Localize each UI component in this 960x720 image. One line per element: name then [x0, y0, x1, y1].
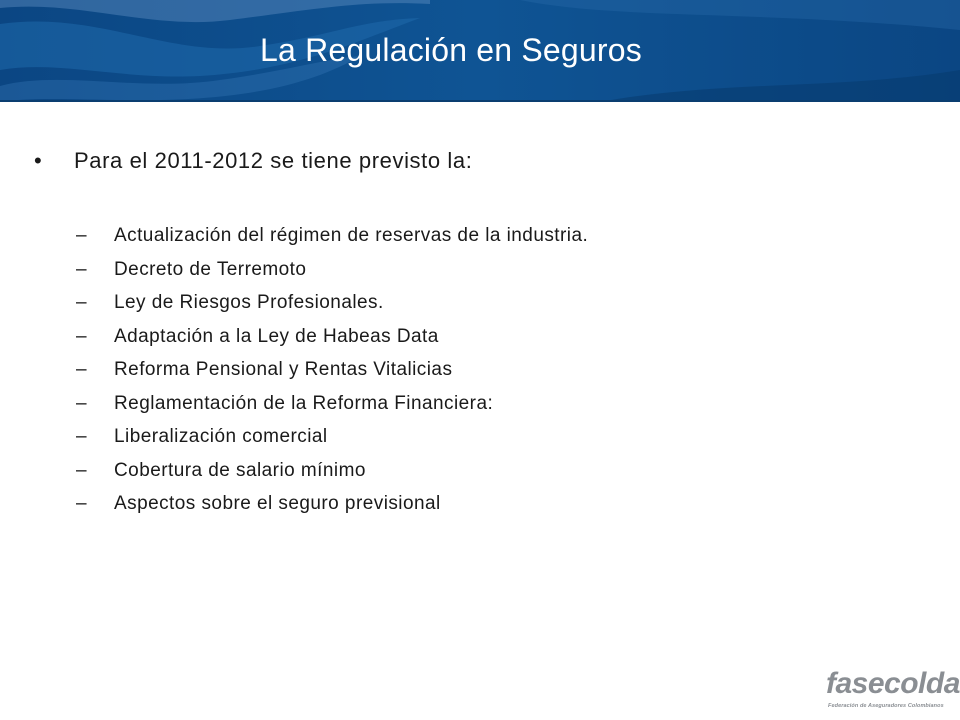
- dash-marker: –: [76, 359, 88, 380]
- dash-marker: –: [76, 258, 88, 280]
- main-bullet-text: Para el 2011-2012 se tiene previsto la:: [74, 148, 473, 173]
- dash-marker: –: [76, 426, 88, 447]
- sub-item: [76, 420, 936, 454]
- sub-item-text: Actualización del régimen de reservas de la industria.: [114, 225, 589, 246]
- sub-item: [76, 320, 936, 354]
- dash-marker: –: [76, 325, 88, 347]
- logo-tagline: Federación de Aseguradores Colombianos: [828, 703, 944, 709]
- sub-item: [76, 219, 936, 253]
- dash-marker: –: [76, 292, 88, 313]
- sub-item-text: Reforma Pensional y Rentas Vitalicias: [114, 359, 453, 380]
- bullet-marker: •: [34, 148, 43, 173]
- main-bullet: [34, 148, 914, 174]
- sub-item-text: Adaptación a la Ley de Habeas Data: [114, 325, 439, 347]
- sub-item: [76, 487, 936, 521]
- dash-marker: –: [76, 493, 88, 514]
- sub-item-text: Decreto de Terremoto: [114, 258, 307, 280]
- sub-item-text: Reglamentación de la Reforma Financiera:: [114, 392, 494, 414]
- sub-item-text: Cobertura de salario mínimo: [114, 459, 366, 481]
- sub-item: [76, 454, 936, 488]
- fasecolda-logo: [826, 667, 960, 713]
- sub-item: [76, 286, 936, 320]
- sub-item: [76, 353, 936, 387]
- sub-item-text: Ley de Riesgos Profesionales.: [114, 292, 384, 313]
- dash-marker: –: [76, 392, 88, 414]
- sub-item-list: [76, 219, 936, 521]
- dash-marker: –: [76, 459, 88, 481]
- sub-item: [76, 253, 936, 287]
- slide-title: La Regulación en Seguros: [260, 32, 642, 68]
- sub-item-text: Aspectos sobre el seguro previsional: [114, 493, 441, 514]
- sub-item-text: Liberalización comercial: [114, 426, 328, 447]
- sub-item: [76, 387, 936, 421]
- logo-wordmark: fasecolda: [826, 667, 960, 700]
- dash-marker: –: [76, 225, 88, 246]
